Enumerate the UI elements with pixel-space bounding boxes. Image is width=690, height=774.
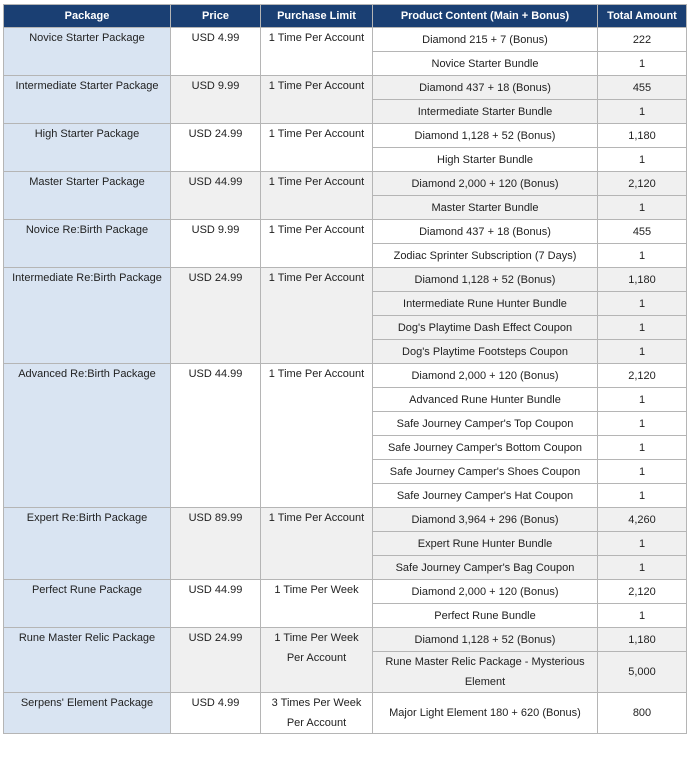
product-content-cell: Diamond 437 + 18 (Bonus) [373, 220, 598, 244]
package-table-body [4, 28, 687, 734]
total-amount-cell: 1 [598, 52, 687, 76]
column-header-purchase-limit: Purchase Limit [261, 5, 373, 28]
purchase-limit-cell: 1 Time Per Account [261, 124, 373, 172]
package-name-cell: Serpens' Element Package [4, 693, 171, 734]
product-content-cell: Rune Master Relic Package - Mysterious Element [373, 652, 598, 693]
price-cell: USD 44.99 [171, 172, 261, 220]
price-cell: USD 44.99 [171, 364, 261, 508]
column-header-price: Price [171, 5, 261, 28]
product-content-cell: Advanced Rune Hunter Bundle [373, 388, 598, 412]
total-amount-cell: 2,120 [598, 364, 687, 388]
price-cell: USD 4.99 [171, 28, 261, 76]
package-name-cell: Expert Re:Birth Package [4, 508, 171, 580]
package-table [3, 4, 687, 734]
total-amount-cell: 4,260 [598, 508, 687, 532]
total-amount-cell: 1 [598, 244, 687, 268]
product-content-cell: Major Light Element 180 + 620 (Bonus) [373, 693, 598, 734]
price-cell: USD 24.99 [171, 124, 261, 172]
table-row [4, 220, 687, 244]
product-content-cell: Intermediate Rune Hunter Bundle [373, 292, 598, 316]
table-row [4, 268, 687, 292]
total-amount-cell: 800 [598, 693, 687, 734]
total-amount-cell: 2,120 [598, 580, 687, 604]
total-amount-cell: 455 [598, 220, 687, 244]
total-amount-cell: 1 [598, 196, 687, 220]
product-content-cell: Perfect Rune Bundle [373, 604, 598, 628]
package-name-cell: Rune Master Relic Package [4, 628, 171, 693]
product-content-cell: Safe Journey Camper's Shoes Coupon [373, 460, 598, 484]
total-amount-cell: 222 [598, 28, 687, 52]
product-content-cell: Novice Starter Bundle [373, 52, 598, 76]
total-amount-cell: 2,120 [598, 172, 687, 196]
header-row [4, 5, 687, 28]
total-amount-cell: 1 [598, 388, 687, 412]
product-content-cell: Safe Journey Camper's Top Coupon [373, 412, 598, 436]
package-name-cell: Novice Re:Birth Package [4, 220, 171, 268]
product-content-cell: Dog's Playtime Dash Effect Coupon [373, 316, 598, 340]
total-amount-cell: 1 [598, 340, 687, 364]
product-content-cell: Diamond 2,000 + 120 (Bonus) [373, 364, 598, 388]
total-amount-cell: 1 [598, 148, 687, 172]
product-content-cell: Dog's Playtime Footsteps Coupon [373, 340, 598, 364]
product-content-cell: Zodiac Sprinter Subscription (7 Days) [373, 244, 598, 268]
table-row [4, 508, 687, 532]
purchase-limit-cell: 1 Time Per Account [261, 364, 373, 508]
package-name-cell: Advanced Re:Birth Package [4, 364, 171, 508]
product-content-cell: Diamond 3,964 + 296 (Bonus) [373, 508, 598, 532]
table-row [4, 124, 687, 148]
price-cell: USD 24.99 [171, 628, 261, 693]
table-row [4, 364, 687, 388]
total-amount-cell: 1 [598, 412, 687, 436]
purchase-limit-cell: 3 Times Per Week Per Account [261, 693, 373, 734]
product-content-cell: Diamond 2,000 + 120 (Bonus) [373, 172, 598, 196]
purchase-limit-cell: 1 Time Per Account [261, 76, 373, 124]
total-amount-cell: 1,180 [598, 268, 687, 292]
product-content-cell: High Starter Bundle [373, 148, 598, 172]
total-amount-cell: 1,180 [598, 124, 687, 148]
package-name-cell: Perfect Rune Package [4, 580, 171, 628]
table-row [4, 580, 687, 604]
table-row [4, 628, 687, 652]
total-amount-cell: 1 [598, 436, 687, 460]
total-amount-cell: 1 [598, 100, 687, 124]
price-cell: USD 44.99 [171, 580, 261, 628]
package-name-cell: Novice Starter Package [4, 28, 171, 76]
price-cell: USD 9.99 [171, 220, 261, 268]
total-amount-cell: 1 [598, 316, 687, 340]
total-amount-cell: 1 [598, 532, 687, 556]
package-name-cell: Intermediate Starter Package [4, 76, 171, 124]
product-content-cell: Diamond 2,000 + 120 (Bonus) [373, 580, 598, 604]
table-row [4, 693, 687, 734]
product-content-cell: Safe Journey Camper's Hat Coupon [373, 484, 598, 508]
total-amount-cell: 1 [598, 292, 687, 316]
total-amount-cell: 1 [598, 460, 687, 484]
purchase-limit-cell: 1 Time Per Week [261, 580, 373, 628]
total-amount-cell: 1 [598, 604, 687, 628]
product-content-cell: Diamond 1,128 + 52 (Bonus) [373, 124, 598, 148]
column-header-product-content: Product Content (Main + Bonus) [373, 5, 598, 28]
table-row [4, 76, 687, 100]
package-name-cell: Intermediate Re:Birth Package [4, 268, 171, 364]
purchase-limit-cell: 1 Time Per Account [261, 220, 373, 268]
total-amount-cell: 455 [598, 76, 687, 100]
total-amount-cell: 1 [598, 484, 687, 508]
product-content-cell: Safe Journey Camper's Bottom Coupon [373, 436, 598, 460]
column-header-total-amount: Total Amount [598, 5, 687, 28]
package-name-cell: High Starter Package [4, 124, 171, 172]
purchase-limit-cell: 1 Time Per Account [261, 508, 373, 580]
product-content-cell: Safe Journey Camper's Bag Coupon [373, 556, 598, 580]
product-content-cell: Diamond 1,128 + 52 (Bonus) [373, 628, 598, 652]
total-amount-cell: 5,000 [598, 652, 687, 693]
product-content-cell: Diamond 437 + 18 (Bonus) [373, 76, 598, 100]
purchase-limit-cell: 1 Time Per Account [261, 28, 373, 76]
price-cell: USD 24.99 [171, 268, 261, 364]
product-content-cell: Intermediate Starter Bundle [373, 100, 598, 124]
price-cell: USD 9.99 [171, 76, 261, 124]
purchase-limit-cell: 1 Time Per Account [261, 268, 373, 364]
product-content-cell: Master Starter Bundle [373, 196, 598, 220]
purchase-limit-cell: 1 Time Per Week Per Account [261, 628, 373, 693]
table-row [4, 28, 687, 52]
product-content-cell: Expert Rune Hunter Bundle [373, 532, 598, 556]
price-cell: USD 89.99 [171, 508, 261, 580]
product-content-cell: Diamond 1,128 + 52 (Bonus) [373, 268, 598, 292]
column-header-package: Package [4, 5, 171, 28]
product-content-cell: Diamond 215 + 7 (Bonus) [373, 28, 598, 52]
total-amount-cell: 1,180 [598, 628, 687, 652]
total-amount-cell: 1 [598, 556, 687, 580]
price-cell: USD 4.99 [171, 693, 261, 734]
purchase-limit-cell: 1 Time Per Account [261, 172, 373, 220]
package-name-cell: Master Starter Package [4, 172, 171, 220]
table-row [4, 172, 687, 196]
